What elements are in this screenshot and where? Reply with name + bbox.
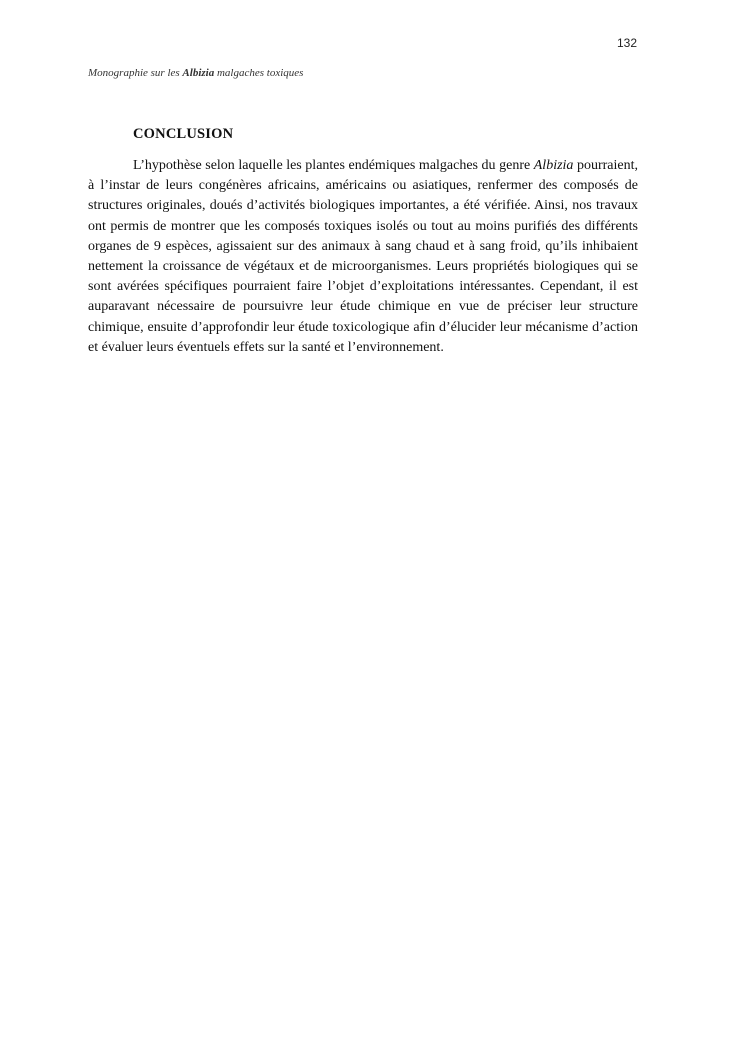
paragraph-genus: Albizia [533,158,574,173]
running-header-suffix: malgaches toxiques [214,67,304,79]
running-header-genus: Albizia [182,67,215,79]
running-header [88,67,303,79]
section-heading: CONCLUSION [133,126,234,142]
conclusion-paragraph [88,156,638,358]
running-header-prefix: Monographie sur les [88,67,183,79]
page-number: 132 [616,36,637,50]
paragraph-text-start: L’hypothèse selon laquelle les plantes endémiques malgaches du genre [133,158,534,173]
paragraph-text-rest: pourraient, à l’instar de leurs congénères africains, américains ou asiatiques, renfermer des composés de structures originales, doués d’activités biologiques importantes, a été vérifiée. Ainsi, nos travaux ont permis de montrer que les composés toxiques isolés ou tout au moins purifiés des différents organes de 9 espèces, agissaient sur des animaux à sang chaud et à sang froid, qu’ils inhibaient nettement la croissance de végétaux et de microorganismes. Leurs propriétés biologiques qui se sont avérées spécifiques pourraient faire l’objet d’exploitations intéressantes. Cependant, il est auparavant nécessaire de poursuivre leur étude chimique en vue de préciser leur structure chimique, ensuite d’approfondir leur étude toxicologique afin d’élucider leur mécanisme d’action et évaluer leurs éventuels effets sur la santé et l’environnement. [88,158,639,355]
